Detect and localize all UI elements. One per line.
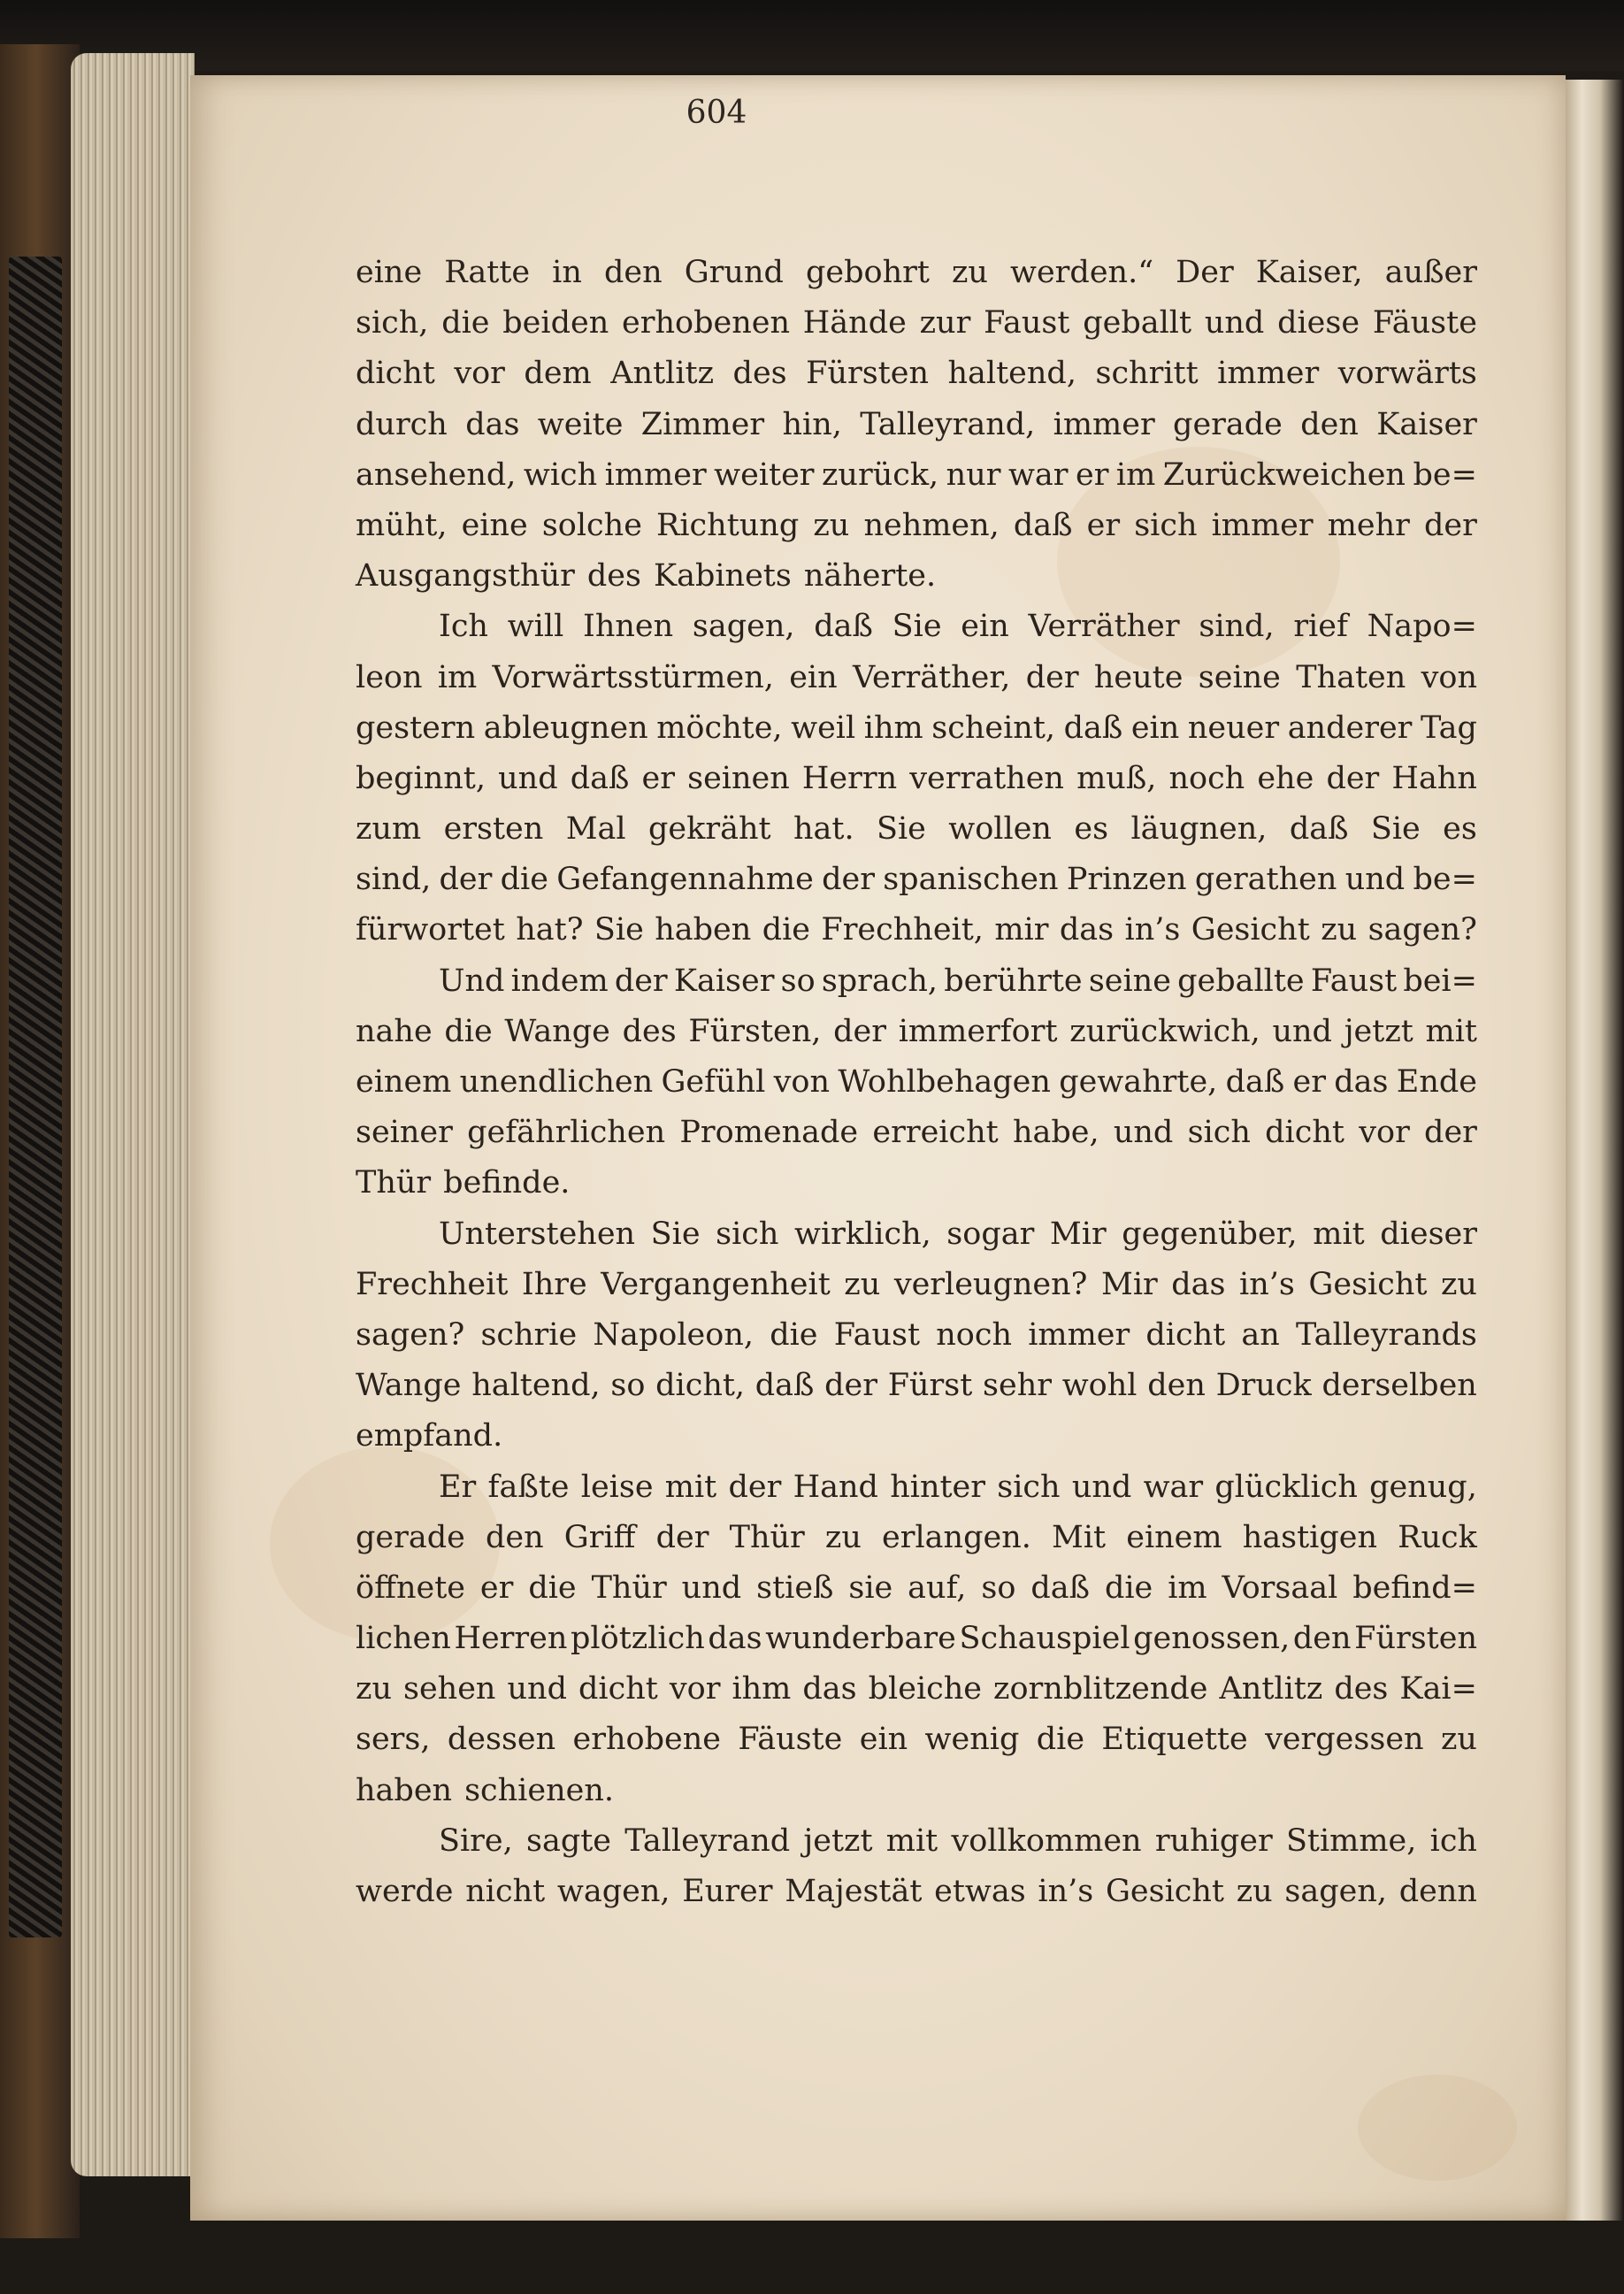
text-line: Ich will Ihnen sagen, daß Sie ein Verräther sind, rief Napo= bbox=[439, 609, 1477, 645]
body-text bbox=[356, 248, 1477, 1917]
text-line: Wange haltend, so dicht, daß der Fürst sehr wohl den Druck derselben bbox=[356, 1368, 1477, 1404]
text-line: werde nicht wagen, Eurer Majestät etwas in’s Gesicht zu sagen, denn bbox=[356, 1874, 1477, 1909]
text-line: ansehend, wich immer weiter zurück, nur war er im Zurückweichen be= bbox=[356, 456, 1477, 493]
text-line: Sire, sagte Talleyrand jetzt mit vollkommen ruhiger Stimme, ich bbox=[439, 1822, 1477, 1859]
text-line: Und indem der Kaiser so sprach, berührte seine geballte Faust bei= bbox=[439, 963, 1477, 999]
text-line: seiner gefährlichen Promenade erreicht habe, und sich dicht vor der bbox=[356, 1115, 1477, 1151]
book-cover-left bbox=[0, 44, 80, 2238]
text-line: gerade den Griff der Thür zu erlangen. Mit einem hastigen Ruck bbox=[356, 1519, 1477, 1555]
text-line: Thür befinde. bbox=[356, 1165, 571, 1201]
text-line: sers, dessen erhobene Fäuste ein wenig die Etiquette vergessen zu bbox=[356, 1722, 1477, 1758]
text-line: eine Ratte in den Grund gebohrt zu werden.“ Der Kaiser, außer bbox=[356, 255, 1477, 290]
text-line: lichen Herren plötzlich das wunderbare Schauspiel genossen, den Fürsten bbox=[356, 1621, 1477, 1657]
text-line: müht, eine solche Richtung zu nehmen, daß er sich immer mehr der bbox=[356, 507, 1477, 543]
text-line: fürwortet hat? Sie haben die Frechheit, mir das in’s Gesicht zu sagen? bbox=[356, 912, 1477, 948]
text-line: einem unendlichen Gefühl von Wohlbehagen gewahrte, daß er das Ende bbox=[356, 1064, 1477, 1100]
marbled-cover-pattern bbox=[9, 257, 62, 1937]
text-line: dicht vor dem Antlitz des Fürsten haltend, schritt immer vorwärts bbox=[356, 356, 1477, 392]
text-line: gestern ableugnen möchte, weil ihm scheint, daß ein neuer anderer Tag bbox=[356, 710, 1477, 746]
text-line: zu sehen und dicht vor ihm das bleiche zornblitzende Antlitz des Kai= bbox=[356, 1671, 1477, 1707]
text-line: nahe die Wange des Fürsten, der immerfort zurückwich, und jetzt mit bbox=[356, 1013, 1477, 1049]
text-line: empfand. bbox=[356, 1418, 503, 1454]
text-line: leon im Vorwärtsstürmen, ein Verräther, der heute seine Thaten von bbox=[356, 659, 1477, 695]
page-number: 604 bbox=[686, 95, 747, 131]
page-edges-left bbox=[71, 53, 195, 2176]
text-line: Frechheit Ihre Vergangenheit zu verleugnen? Mir das in’s Gesicht zu bbox=[356, 1266, 1477, 1302]
text-line: zum ersten Mal gekräht hat. Sie wollen es läugnen, daß Sie es bbox=[356, 811, 1477, 848]
text-line: Unterstehen Sie sich wirklich, sogar Mir gegenüber, mit dieser bbox=[439, 1216, 1477, 1252]
text-line: beginnt, und daß er seinen Herrn verrathen muß, noch ehe der Hahn bbox=[356, 760, 1477, 796]
text-line: sagen? schrie Napoleon, die Faust noch immer dicht an Talleyrands bbox=[356, 1316, 1477, 1353]
paper-stain bbox=[1358, 2075, 1517, 2181]
text-line: durch das weite Zimmer hin, Talleyrand, immer gerade den Kaiser bbox=[356, 406, 1477, 442]
text-line: Ausgangsthür des Kabinets näherte. bbox=[356, 558, 937, 595]
page-edges-right bbox=[1564, 80, 1624, 2221]
book-cover-top bbox=[0, 0, 1624, 71]
text-line: sind, der die Gefangennahme der spanischen Prinzen gerathen und be= bbox=[356, 862, 1477, 898]
text-line: haben schienen. bbox=[356, 1772, 615, 1808]
text-line: Er faßte leise mit der Hand hinter sich und war glücklich genug, bbox=[439, 1469, 1477, 1505]
text-line: öffnete er die Thür und stieß sie auf, so daß die im Vorsaal befind= bbox=[356, 1569, 1477, 1606]
text-line: sich, die beiden erhobenen Hände zur Faust geballt und diese Fäuste bbox=[356, 305, 1477, 341]
